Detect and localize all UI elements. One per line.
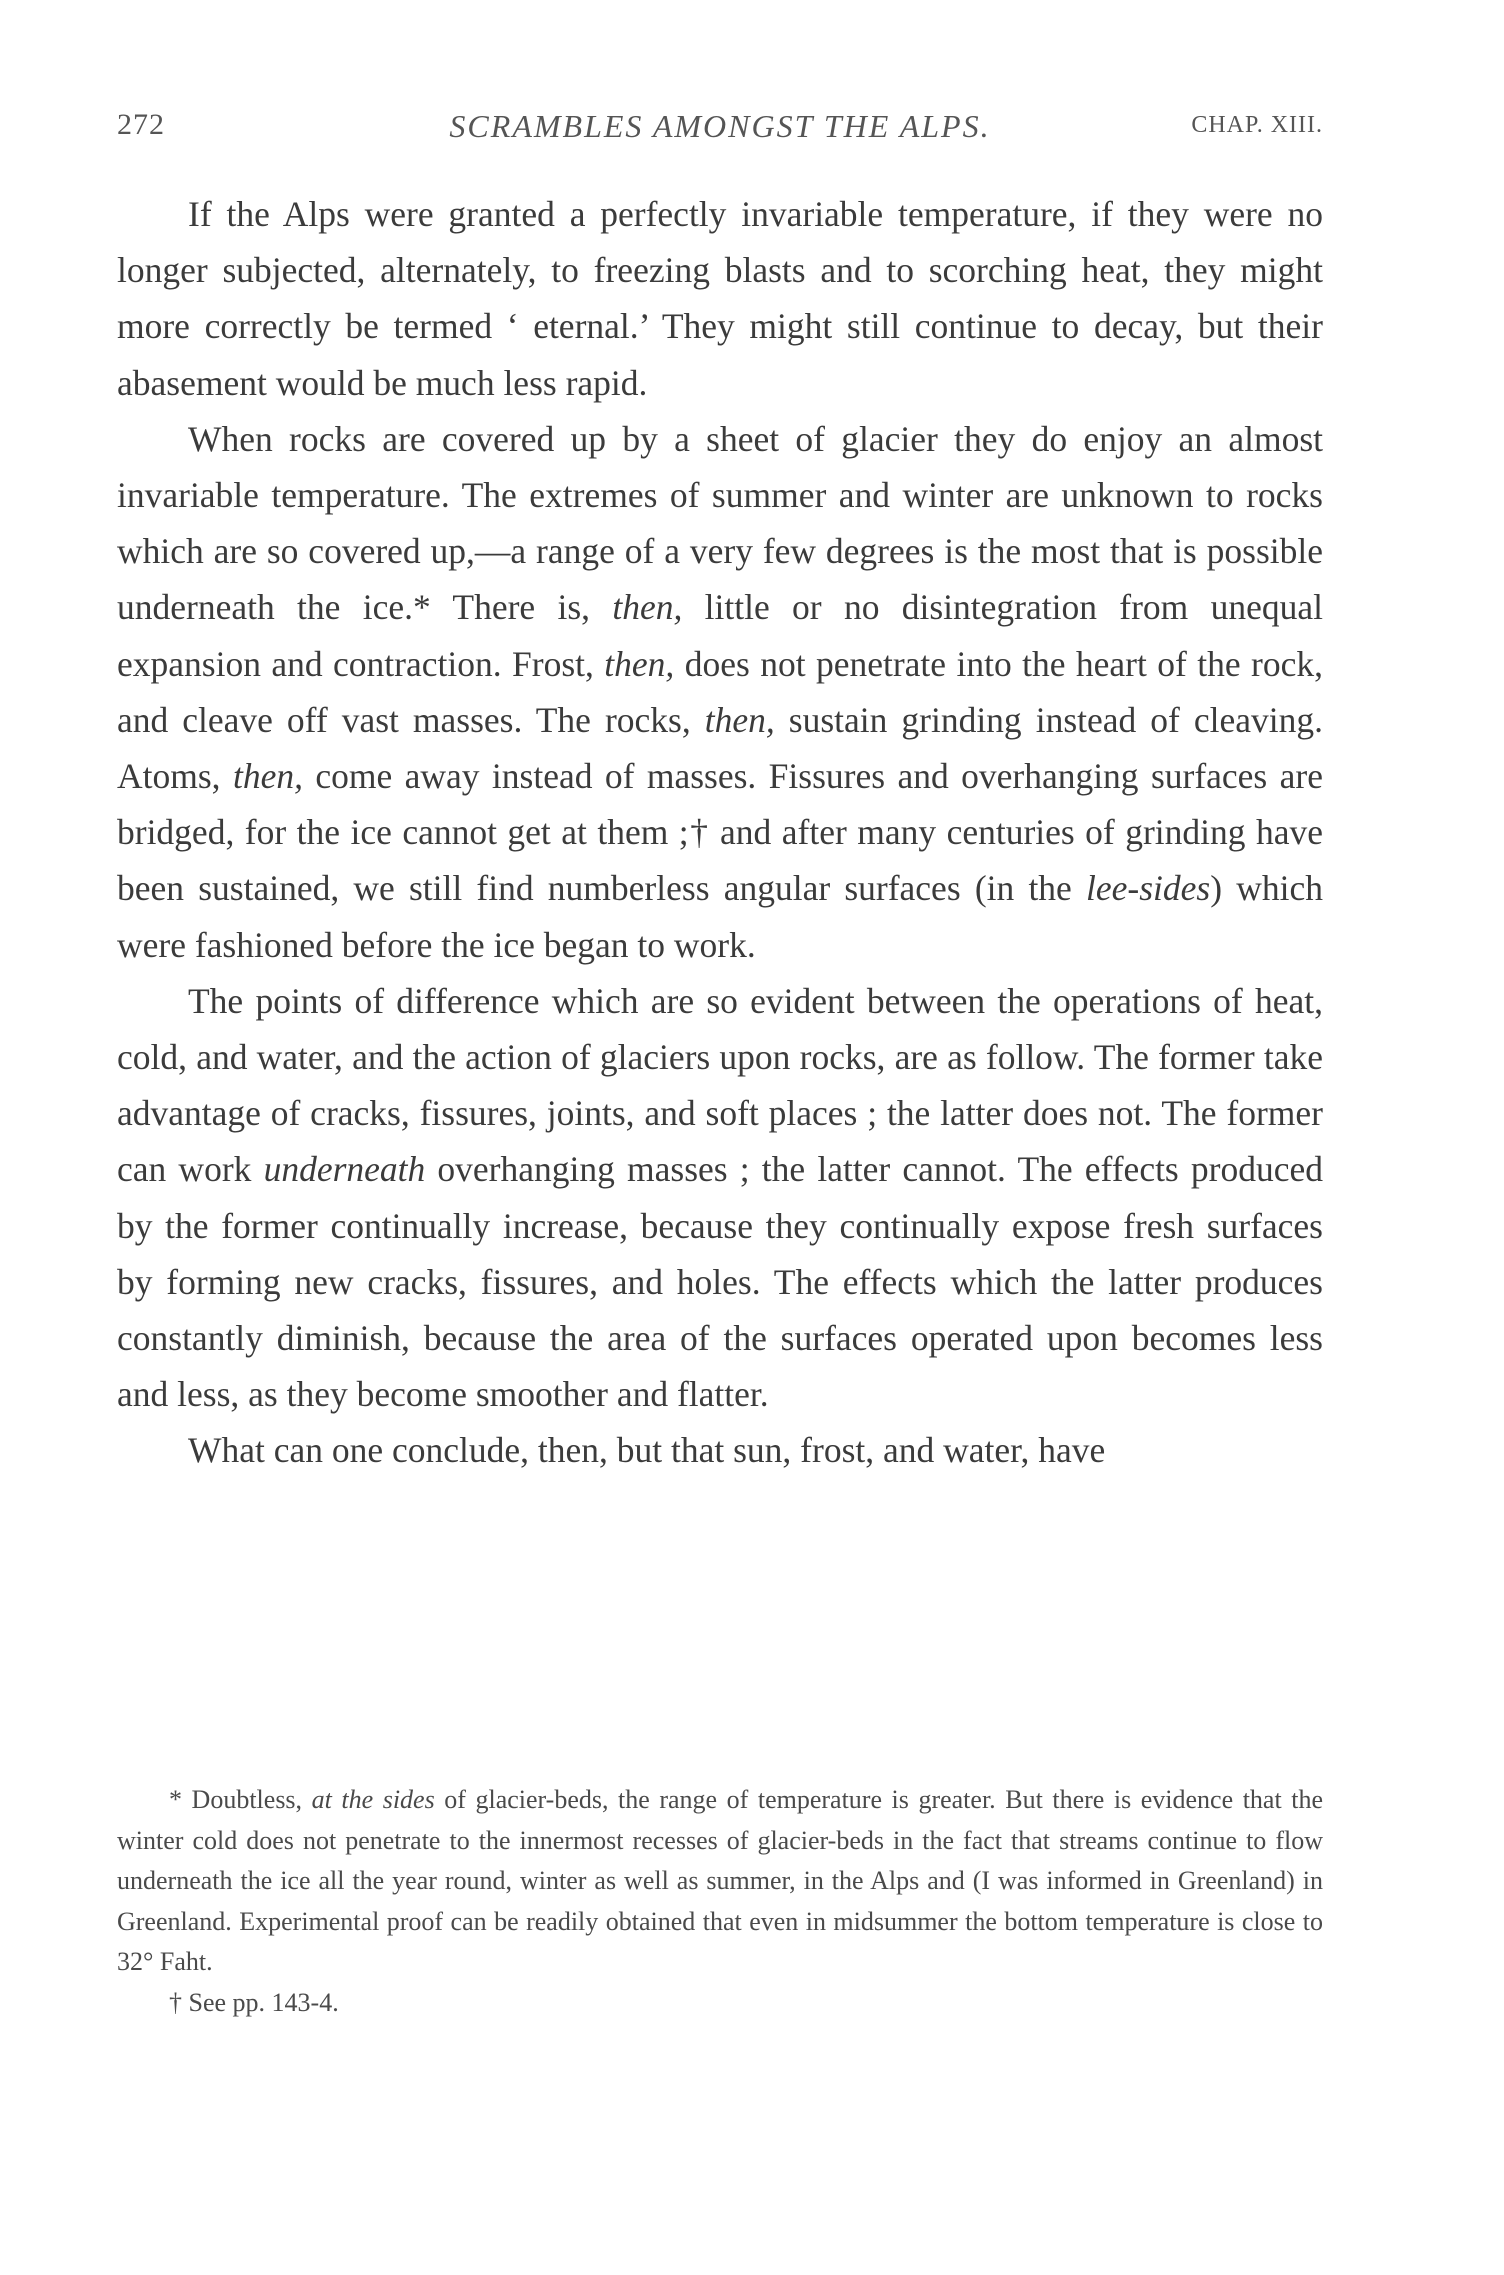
paragraph-2 (117, 411, 1323, 973)
emphasis-then: then, (612, 587, 683, 628)
paragraph-2-part-e: come away instead of masses. Fissures and overhanging surfaces are bridged, for the ice cannot get at them ;† and after many centuries of grinding have been sustained, we still find numberless angular surfaces (in the (117, 756, 1323, 909)
footnotes (117, 1780, 1323, 2023)
paragraph-1: If the Alps were granted a perfectly invariable temperature, if they were no longer subjected, alternately, to freezing blasts and to scorching heat, they might more correctly be termed ‘ eternal.’ They might still continue to decay, but their abasement would be much less rapid. (117, 194, 1323, 403)
paragraph-4: What can one conclude, then, but that sun, frost, and water, have (188, 1430, 1106, 1471)
emphasis-at-the-sides: at the sides (311, 1785, 435, 1814)
chapter-label: CHAP. XIII. (1191, 112, 1323, 138)
paragraph-2-part-a: When rocks are covered up by a sheet of glacier they do enjoy an almost invariable temperature. The extremes of summer and winter are unknown to rocks which are so covered up,—a range of a very few degrees is the most that is possible underneath the ice.* There is, (117, 418, 1323, 628)
running-head (117, 100, 1323, 150)
footnote-1-part-b: of glacier-beds, the range of temperature is greater. But there is evidence that the winter cold does not penetrate to the innermost recesses of glacier-beds in the fact that streams continue to flow underneath the ice all the year round, winter as well as summer, in the Alps and (I was informed in Greenland) in Greenland. Experimental proof can be readily obtained that even in midsummer the bottom temperature is close to 32° Faht. (117, 1785, 1323, 1976)
emphasis-then: then, (232, 756, 303, 797)
paragraph-3-part-b: overhanging masses ; the latter cannot. The effects produced by the former continually increase, because they continually expose fresh surfaces by forming new cracks, fissures, and holes. The effects which the latter produces constantly diminish, because the area of the surfaces operated upon becomes less and less, as they become smoother and flatter. (117, 1149, 1323, 1415)
paragraph-2-part-d: sustain grinding instead of cleaving. Atoms, (117, 699, 1323, 797)
paragraph-3 (117, 973, 1323, 1423)
running-title: SCRAMBLES AMONGST THE ALPS. (449, 108, 991, 144)
emphasis-underneath: underneath (263, 1149, 426, 1190)
page-number: 272 (117, 108, 165, 141)
emphasis-then: then, (604, 643, 675, 684)
paragraph-2-part-c: does not penetrate into the heart of the rock, and cleave off vast masses. The rocks, (117, 643, 1323, 740)
emphasis-then: then, (704, 699, 775, 740)
body-text (117, 186, 1323, 1479)
paragraph-3-part-a: The points of difference which are so evident between the operations of heat, cold, and water, and the action of glaciers upon rocks, are as follow. The former take advantage of cracks, fissures, joints, and soft places ; the latter does not. The former can work (117, 980, 1323, 1190)
paragraph-2-part-f: ) which were fashioned before the ice began to work. (117, 868, 1323, 965)
footnote-1-part-a: * Doubtless, (169, 1785, 312, 1814)
footnote-1 (117, 1780, 1323, 1983)
footnote-2: † See pp. 143-4. (169, 1987, 339, 2017)
emphasis-lee-sides: lee-sides (1086, 868, 1211, 909)
paragraph-2-part-b: little or no disintegration from unequal expansion and contraction. Frost, (117, 587, 1323, 684)
